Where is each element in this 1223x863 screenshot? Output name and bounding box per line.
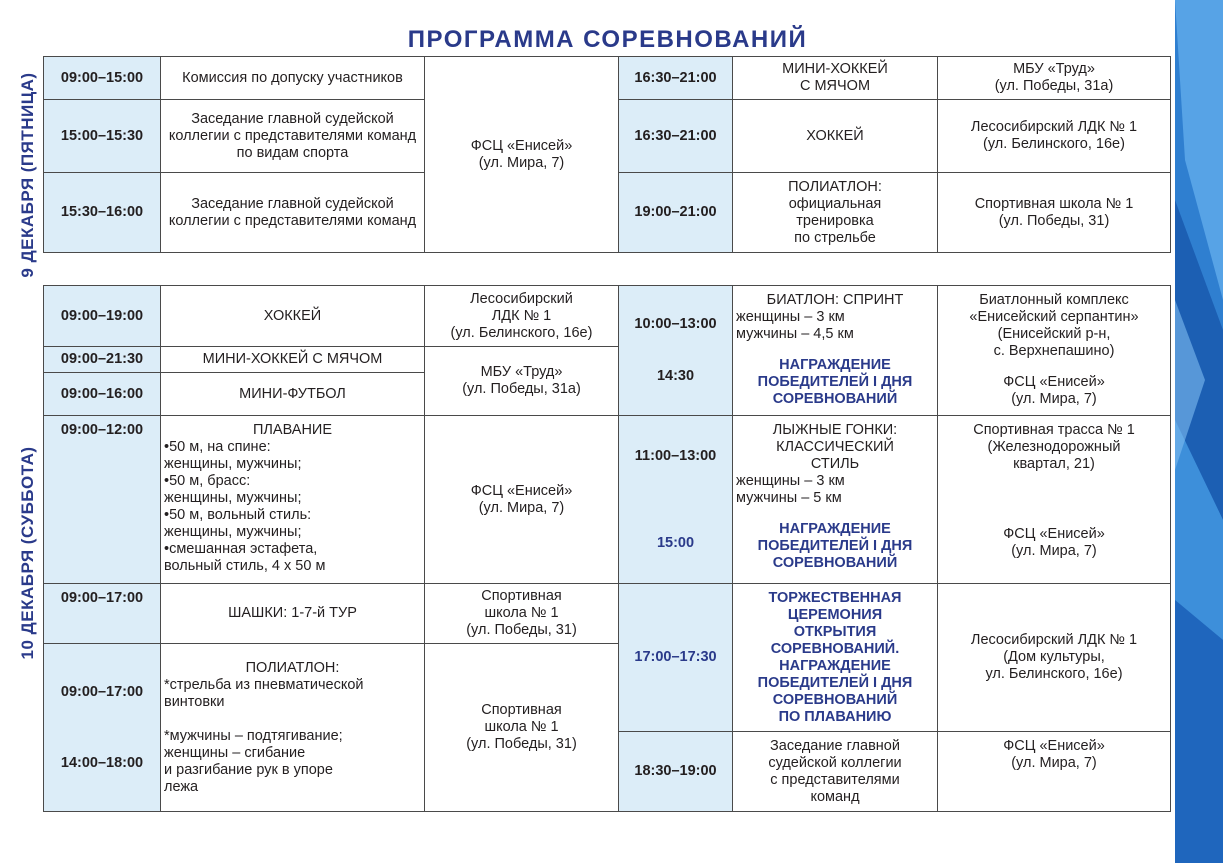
day2-table [43,285,1171,812]
venue-line: ФСЦ «Енисей» [470,482,573,499]
award-line: НАГРАЖДЕНИЕ [779,357,891,373]
venue-line: ФСЦ «Енисей» [1003,526,1105,542]
venue-cell [425,347,619,416]
venue-line: ЛДК № 1 [491,307,552,324]
event-line: мужчины – 4,5 км [736,326,854,342]
event-cell [733,57,938,100]
time-cell: 09:00–16:00 [44,373,161,416]
event-cell: Заседание главной судейской коллегии с представителями команд [161,173,425,253]
event-line: •50 м, брасс: [164,473,251,489]
day1-table [43,56,1171,253]
time-line: 14:00–18:00 [60,754,144,771]
venue-line: (ул. Победы, 31а) [462,381,581,397]
time-line: 09:00–17:00 [60,683,144,700]
time-cell [619,286,733,416]
event-line: *стрельба из пневматической [164,676,364,693]
time-cell: 17:00–17:30 [619,584,733,732]
event-line: СОРЕВНОВАНИЙ [772,691,898,708]
event-heading: ПЛАВАНИЕ [252,422,333,438]
venue-line: «Енисейский серпантин» [969,309,1139,325]
day2-label: 10 ДЕКАБРЯ (СУББОТА) [18,446,37,660]
event-line: женщины, мужчины; [164,490,302,506]
table-row [44,286,1171,347]
award-line: СОРЕВНОВАНИЙ [772,555,898,571]
venue-line: (ул. Победы, 31) [466,736,577,752]
event-line: женщины, мужчины; [164,456,302,472]
time-cell: 16:30–21:00 [619,100,733,173]
venue-line: Спортивная [481,702,562,718]
event-line: женщины – сгибание [164,744,306,761]
table-row [44,416,1171,584]
event-heading: ПОЛИАТЛОН: [245,659,340,676]
event-cell [733,584,938,732]
venue-line: школа № 1 [484,605,559,621]
event-line: •смешанная эстафета, [164,541,318,557]
time-cell [619,416,733,584]
event-cell [733,286,938,416]
event-line: женщины – 3 км [736,473,845,489]
venue-line: ФСЦ «Енисей» [470,137,573,154]
spacer [622,333,729,368]
event-line: •50 м, на спине: [164,439,271,455]
decorative-stripe [1175,0,1223,863]
award-line: СОРЕВНОВАНИЙ [772,391,898,407]
venue-line: (ул. Белинского, 16е) [983,136,1125,152]
venue-cell [425,644,619,812]
event-line: СТИЛЬ [810,456,860,472]
time-cell: 18:30–19:00 [619,732,733,812]
venue-cell [938,57,1171,100]
page-title: ПРОГРАММА СОРЕВНОВАНИЙ [407,26,808,53]
award-line: ПОБЕДИТЕЛЕЙ I ДНЯ [757,538,913,554]
venue-cell [938,416,1171,584]
time-cell: 09:00–15:00 [44,57,161,100]
time-line: 15:00 [656,534,695,551]
event-cell: ХОККЕЙ [733,100,938,173]
award-line: ПОБЕДИТЕЛЕЙ I ДНЯ [757,374,913,390]
time-cell: 16:30–21:00 [619,57,733,100]
time-cell: 15:00–15:30 [44,100,161,173]
time-line: 10:00–13:00 [634,316,717,332]
event-line: женщины, мужчины; [164,524,302,540]
venue-line: Лесосибирский [470,290,573,307]
event-line: СОРЕВНОВАНИЙ. [770,640,900,657]
day1-label: 9 ДЕКАБРЯ (ПЯТНИЦА) [18,72,37,278]
event-line: ТОРЖЕСТВЕННАЯ [768,589,902,606]
event-line: НАГРАЖДЕНИЕ [779,657,891,674]
venue-line: с. Верхнепашино) [993,343,1115,359]
event-line: *мужчины – подтягивание; [164,727,343,744]
event-line: ПО ПЛАВАНИЮ [778,708,892,725]
event-line: команд [810,788,860,805]
venue-cell [938,286,1171,416]
award-line: НАГРАЖДЕНИЕ [779,521,891,537]
spacer [164,711,421,728]
venue-cell [938,100,1171,173]
venue-line: (ул. Белинского, 16е) [450,324,593,341]
time-cell: 09:00–19:00 [44,286,161,347]
spacer [622,465,729,535]
event-line: БИАТЛОН: СПРИНТ [766,292,904,308]
time-cell: 09:00–17:00 [44,584,161,644]
event-cell [161,644,425,812]
event-line: ПОЛИАТЛОН: [788,178,882,195]
event-cell: Заседание главной судейской коллегии с представителями команд по видам спорта [161,100,425,173]
event-cell: ШАШКИ: 1-7-й ТУР [161,584,425,644]
event-line: •50 м, вольный стиль: [164,507,312,523]
time-cell: 09:00–12:00 [44,416,161,584]
venue-line: ФСЦ «Енисей» [1003,374,1105,390]
venue-cell [938,584,1171,732]
venue-line: ул. Белинского, 16е) [985,666,1123,682]
venue-line: квартал, 21) [1013,456,1095,472]
event-cell: Комиссия по допуску участников [161,57,425,100]
event-line: ЛЫЖНЫЕ ГОНКИ: [772,422,898,438]
event-line: КЛАССИЧЕСКИЙ [776,439,894,455]
venue-line: Спортивная школа № 1 [974,195,1134,212]
event-line: с представителями [770,771,900,788]
venue-line: Лесосибирский ЛДК № 1 [970,119,1138,135]
event-line: тренировка [796,212,874,229]
event-line: лежа [164,778,199,795]
event-cell: ХОККЕЙ [161,286,425,347]
venue-line: (ул. Мира, 7) [1011,543,1097,559]
venue-line: Лесосибирский ЛДК № 1 [970,632,1138,648]
event-cell: МИНИ-ФУТБОЛ [161,373,425,416]
table-row [44,57,1171,100]
venue-line: МБУ «Труд» [480,364,563,380]
venue-cell [425,286,619,347]
venue-line: (ул. Победы, 31) [998,212,1110,229]
spacer [941,473,1167,526]
decorative-stripe-graphic [1175,0,1223,863]
event-line: ЦЕРЕМОНИЯ [787,606,883,623]
table-row [44,584,1171,644]
venue-cell [425,57,619,253]
event-cell [733,173,938,253]
event-cell [733,732,938,812]
event-line: винтовки [164,693,225,710]
venue-line: (ул. Мира, 7) [1011,755,1097,771]
time-cell [44,644,161,812]
spacer [736,343,934,357]
venue-line: МБУ «Труд» [1013,61,1095,77]
event-line: Заседание главной [770,737,900,754]
time-cell: 19:00–21:00 [619,173,733,253]
event-line: ОТКРЫТИЯ [793,623,877,640]
venue-line: (Енисейский р-н, [997,326,1111,342]
venue-cell [938,173,1171,253]
spacer [47,701,157,755]
event-line: МИНИ-ХОККЕЙ [782,61,888,77]
venue-line: Спортивная [481,588,562,604]
event-line: вольный стиль, 4 х 50 м [164,558,326,574]
venue-cell [425,584,619,644]
event-line: судейской коллегии [768,754,902,771]
event-line: женщины – 3 км [736,309,845,325]
venue-line: (ул. Победы, 31а) [994,78,1114,94]
venue-line: (Железнодорожный [987,439,1121,455]
event-line: и разгибание рук в упоре [164,761,333,778]
spacer [736,507,934,521]
event-line: по стрельбе [794,229,876,246]
event-cell: МИНИ-ХОККЕЙ С МЯЧОМ [161,347,425,373]
event-line: мужчины – 5 км [736,490,842,506]
time-line: 14:30 [656,368,695,384]
venue-line: Спортивная трасса № 1 [973,422,1135,438]
time-cell: 15:30–16:00 [44,173,161,253]
event-line: официальная [788,195,882,212]
venue-line: (ул. Мира, 7) [478,154,565,171]
event-line: С МЯЧОМ [799,78,871,94]
venue-line: (ул. Победы, 31) [466,622,577,638]
time-line: 11:00–13:00 [634,447,717,464]
venue-line: (ул. Мира, 7) [1011,391,1097,407]
venue-line: (ул. Мира, 7) [478,499,565,516]
venue-line: Биатлонный комплекс [979,292,1129,308]
spacer [941,360,1167,374]
venue-line: (Дом культуры, [1003,649,1105,665]
venue-cell [425,416,619,584]
venue-cell [938,732,1171,812]
event-cell [161,416,425,584]
event-cell [733,416,938,584]
time-cell: 09:00–21:30 [44,347,161,373]
venue-line: ФСЦ «Енисей» [1003,738,1105,754]
venue-line: школа № 1 [484,719,559,735]
event-line: ПОБЕДИТЕЛЕЙ I ДНЯ [757,674,913,691]
